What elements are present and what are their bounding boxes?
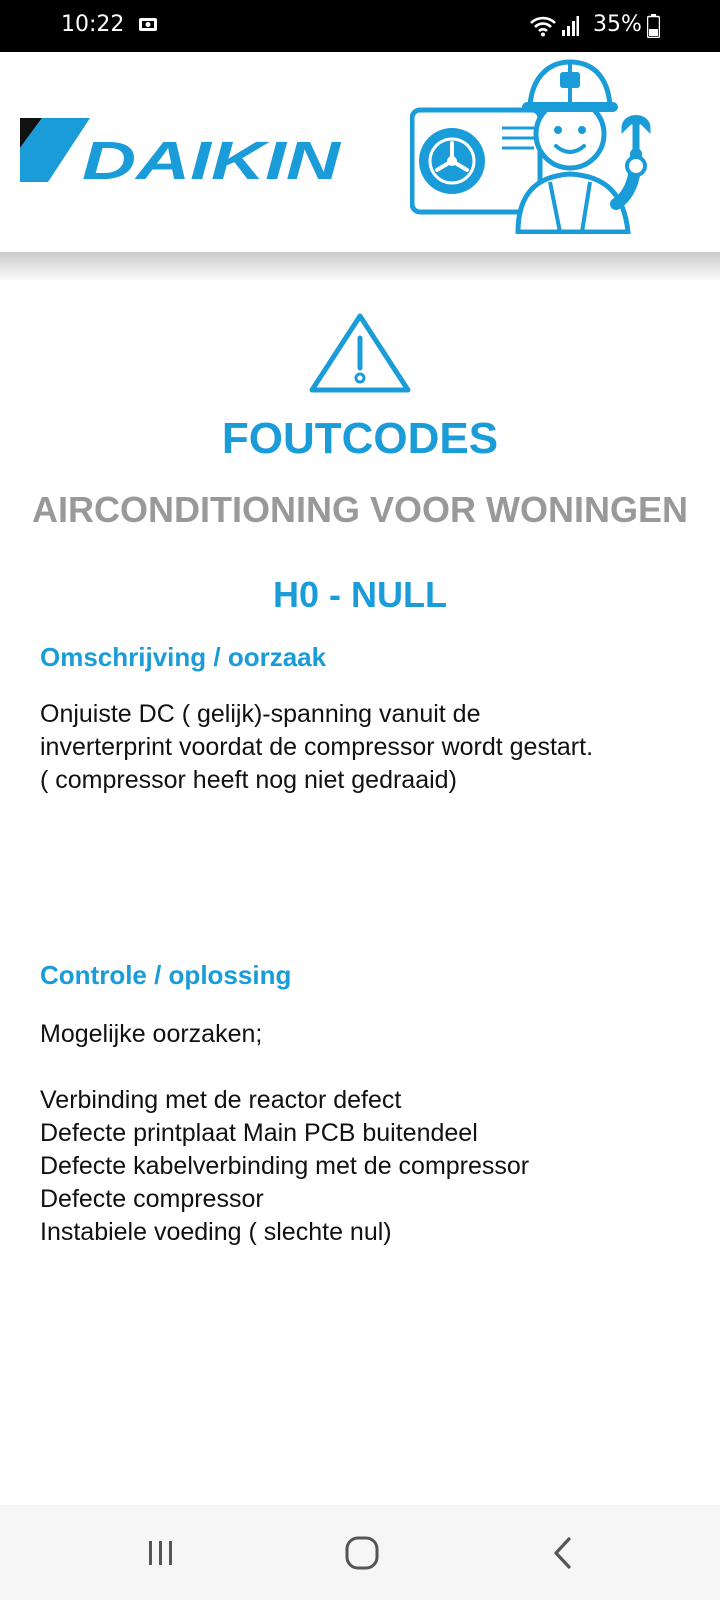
solution-line: Mogelijke oorzaken; [40, 1020, 263, 1048]
home-button[interactable] [332, 1525, 392, 1580]
error-code: H0 - NULL [273, 574, 447, 615]
section-body-description [40, 698, 690, 797]
svg-text:DAIKIN: DAIKIN [82, 131, 342, 188]
home-icon [344, 1535, 380, 1571]
solution-line: Verbinding met de reactor defect [40, 1086, 402, 1114]
back-button[interactable] [533, 1525, 593, 1580]
back-icon [551, 1536, 575, 1570]
app-header [0, 52, 720, 252]
section-body-solution [40, 1018, 690, 1249]
signal-icon [561, 16, 579, 36]
section-heading-description: Omschrijving / oorzaak [40, 642, 327, 672]
daikin-logo [20, 118, 344, 188]
technician-aircon-illustration [410, 54, 670, 234]
navigation-bar [0, 1505, 720, 1600]
page-subtitle: AIRCONDITIONING VOOR WONINGEN [32, 489, 688, 530]
status-time: 10:22 [61, 12, 125, 37]
solution-line [40, 1051, 690, 1084]
wifi-icon [530, 15, 556, 37]
description-line: Onjuiste DC ( gelijk)-spanning vanuit de [40, 700, 481, 728]
status-bar [0, 0, 720, 52]
description-line: ( compressor heeft nog niet gedraaid) [40, 766, 457, 794]
header-shadow [0, 252, 720, 282]
solution-line: Defecte compressor [40, 1185, 264, 1213]
battery-icon [647, 14, 660, 38]
recent-apps-icon [145, 1539, 177, 1567]
warning-icon [308, 312, 412, 394]
notification-icon [138, 16, 158, 33]
recent-apps-button[interactable] [131, 1525, 191, 1580]
solution-line: Defecte printplaat Main PCB buitendeel [40, 1119, 478, 1147]
solution-line: Instabiele voeding ( slechte nul) [40, 1218, 392, 1246]
section-heading-solution: Controle / oplossing [40, 960, 292, 990]
battery-percentage: 35% [593, 12, 642, 37]
page-title: FOUTCODES [221, 414, 499, 463]
description-line: inverterprint voordat de compressor wordt gestart. [40, 733, 594, 761]
solution-line: Defecte kabelverbinding met de compressor [40, 1152, 530, 1180]
